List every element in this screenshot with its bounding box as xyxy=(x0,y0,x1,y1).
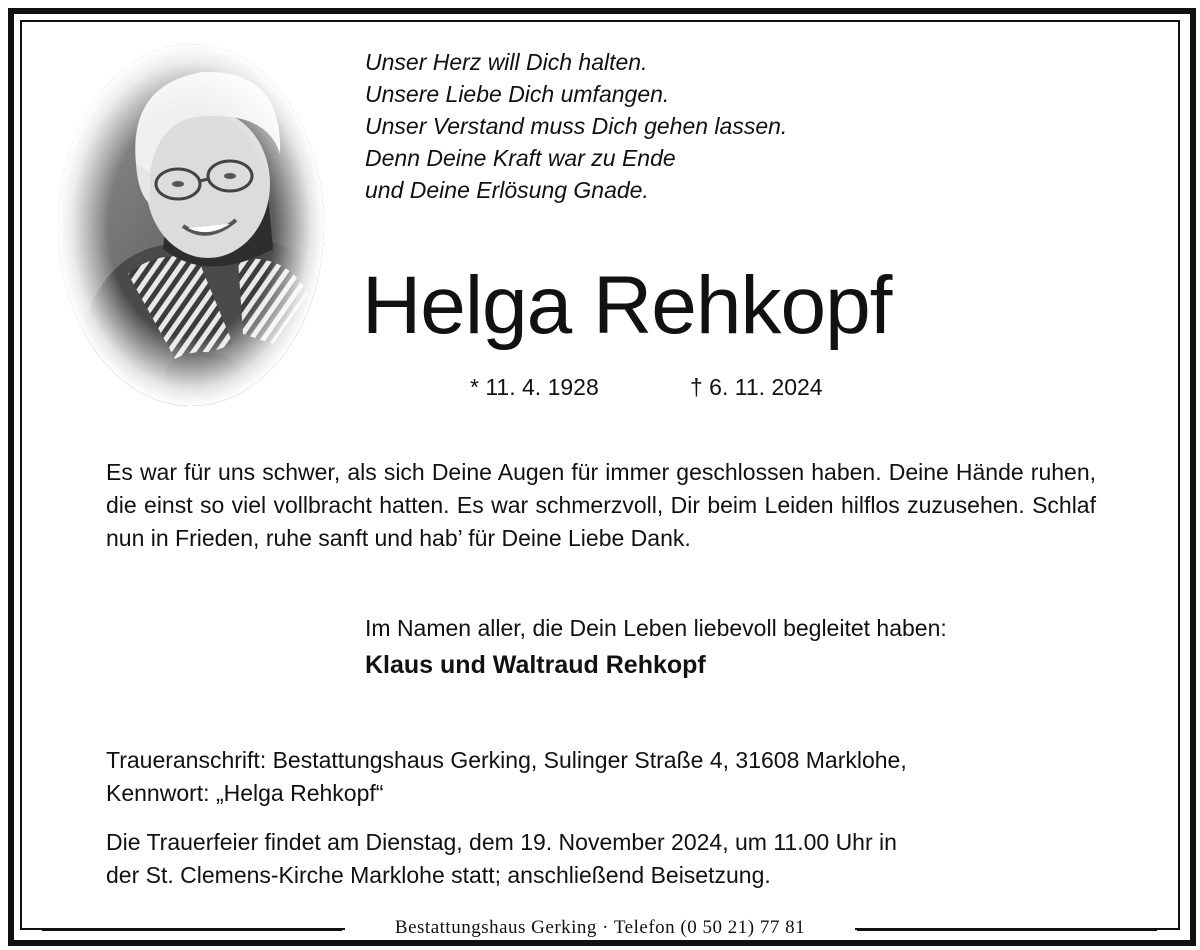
poem-line: und Deine Erlösung Gnade. xyxy=(365,177,649,203)
deceased-name: Helga Rehkopf xyxy=(362,260,892,351)
farewell-message: Es war für uns schwer, als sich Deine Augen für immer geschlossen haben. Deine Hände ruhen, die einst so viel vollbracht hatten. Es war schmerzvoll, Dir beim Leiden hilflos zuzusehen. Schlaf nun in Frieden, ruhe sanft und hab’ für Deine Liebe Dank. xyxy=(106,459,1096,551)
poem-line: Unsere Liebe Dich umfangen. xyxy=(365,81,670,107)
footer-rule-left xyxy=(42,929,342,931)
footer-rule-right xyxy=(857,929,1157,931)
funeral-notice xyxy=(106,826,897,892)
poem-line: Unser Herz will Dich halten. xyxy=(365,49,648,75)
mourning-address xyxy=(106,744,907,810)
address-line: Traueranschrift: Bestattungshaus Gerking, Sulinger Straße 4, 31608 Marklohe, xyxy=(106,747,907,773)
poem-line: Unser Verstand muss Dich gehen lassen. xyxy=(365,113,788,139)
funeral-line: der St. Clemens-Kirche Marklohe statt; anschließend Beisetzung. xyxy=(106,862,771,888)
funeral-home-footer: Bestattungshaus Gerking · Telefon (0 50 21) 77 81 xyxy=(345,916,855,940)
poem-line: Denn Deine Kraft war zu Ende xyxy=(365,145,676,171)
death-date: † 6. 11. 2024 xyxy=(690,374,823,400)
signature-intro: Im Namen aller, die Dein Leben liebevoll begleitet haben: xyxy=(365,615,947,641)
signature-names: Klaus und Waltraud Rehkopf xyxy=(365,651,706,679)
poem xyxy=(365,46,787,206)
portrait-photo xyxy=(58,44,324,406)
birth-date: * 11. 4. 1928 xyxy=(470,374,599,400)
funeral-line: Die Trauerfeier findet am Dienstag, dem 19. November 2024, um 11.00 Uhr in xyxy=(106,829,897,855)
portrait-photo-icon xyxy=(58,44,324,406)
address-keyword: Kennwort: „Helga Rehkopf“ xyxy=(106,780,384,806)
